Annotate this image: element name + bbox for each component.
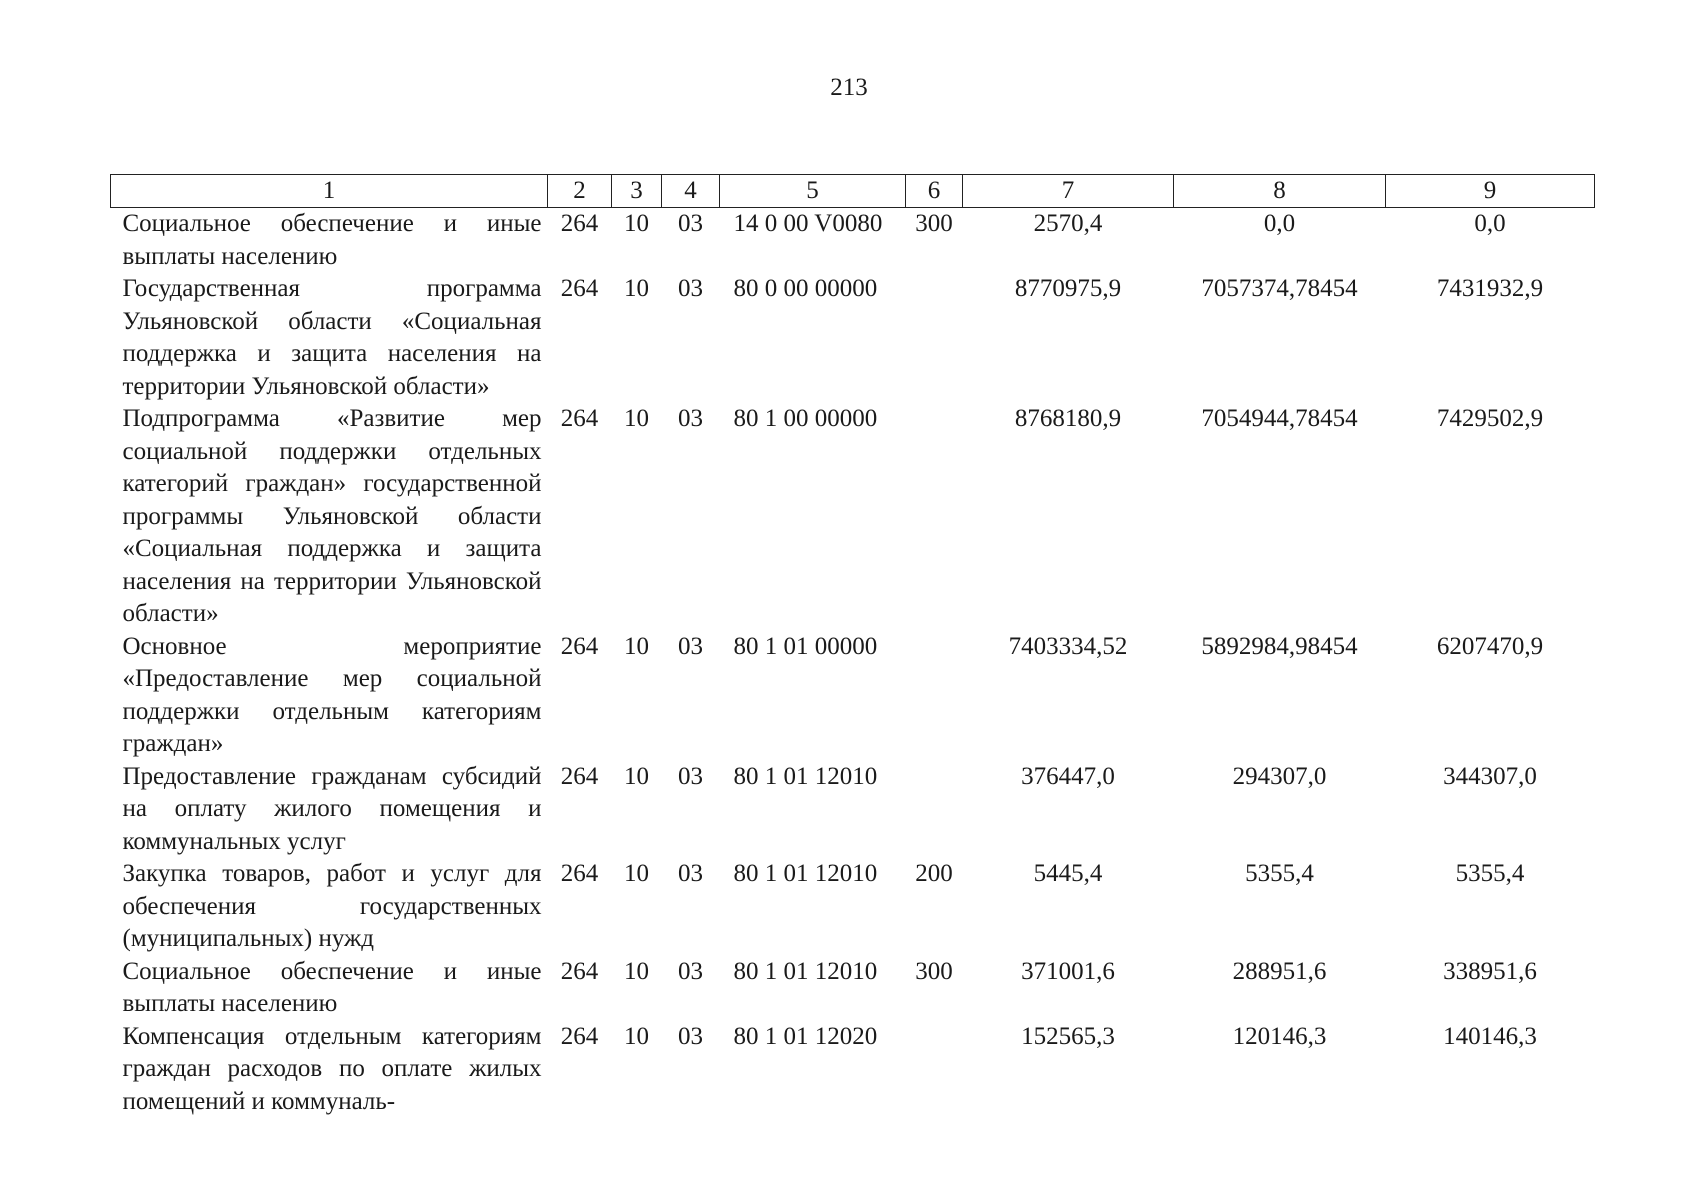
row-col-9: 6207470,9	[1436, 632, 1544, 660]
header-col-6: 6	[906, 175, 963, 208]
header-col-4: 4	[662, 175, 720, 208]
header-col-7: 7	[963, 175, 1174, 208]
row-col-7: 152565,3	[1021, 1022, 1115, 1050]
row-col-6	[906, 631, 963, 761]
table-row	[111, 631, 1595, 761]
row-col-2: 264	[560, 762, 599, 790]
header-col-1: 1	[111, 175, 548, 208]
row-col-6: 300	[915, 957, 953, 985]
row-col-9: 5355,4	[1455, 860, 1525, 887]
table-row	[111, 956, 1595, 1021]
table-row	[111, 273, 1595, 403]
row-name: Основное мероприятие «Предоставление мер социальной поддержки отдельным категориям граждан»	[122, 632, 542, 757]
row-col-6	[906, 403, 963, 631]
page-number: 213	[830, 74, 868, 101]
row-col-5: 14 0 00 V0080	[733, 210, 883, 237]
table-row	[111, 761, 1595, 859]
row-col-8: 5892984,98454	[1201, 632, 1358, 660]
table-row	[111, 858, 1595, 956]
row-name: Предоставление гражданам субсидий на оплату жилого помещения и коммунальных услуг	[122, 762, 542, 855]
row-col-8: 5355,4	[1245, 860, 1314, 887]
row-col-4: 03	[678, 1022, 703, 1050]
row-col-7: 7403334,52	[1008, 632, 1128, 660]
row-col-7: 5445,4	[1033, 860, 1103, 887]
row-col-4: 03	[678, 957, 703, 985]
row-col-2: 264	[560, 275, 599, 302]
row-name: Компенсация отдельным категориям граждан расходов по оплате жилых помещений и коммуналь-	[122, 1022, 542, 1115]
row-col-8: 294307,0	[1232, 762, 1327, 790]
row-name: Социальное обеспечение и иные выплаты населению	[122, 957, 542, 1017]
row-col-6: 200	[915, 860, 953, 887]
row-col-7: 376447,0	[1021, 762, 1115, 790]
row-col-2: 264	[560, 860, 599, 887]
row-name: Подпрограмма «Развитие мер социальной поддержки отдельных категорий граждан» государственной программы Ульяновской области «Социальная поддержка и защита населения на территории Ульяновской области»	[122, 405, 542, 627]
row-col-6	[906, 273, 963, 403]
row-col-4: 03	[678, 405, 703, 432]
row-col-3: 10	[624, 860, 649, 887]
row-col-2: 264	[560, 1022, 599, 1050]
row-col-5: 80 1 01 12010	[733, 957, 878, 985]
row-col-3: 10	[624, 632, 649, 660]
row-col-2: 264	[560, 957, 599, 985]
row-col-9: 0,0	[1474, 210, 1506, 237]
row-col-5: 80 1 01 12010	[733, 860, 878, 887]
row-col-8: 288951,6	[1232, 957, 1327, 985]
row-col-2: 264	[560, 210, 599, 237]
row-col-7: 8770975,9	[1014, 275, 1122, 302]
row-col-7: 371001,6	[1021, 957, 1115, 985]
row-col-5: 80 1 00 00000	[733, 405, 878, 432]
header-col-3: 3	[612, 175, 662, 208]
header-col-9: 9	[1386, 175, 1595, 208]
row-col-9: 7431932,9	[1436, 275, 1544, 302]
row-name: Социальное обеспечение и иные выплаты населению	[122, 210, 542, 270]
table-header	[111, 175, 1595, 208]
row-col-9: 140146,3	[1443, 1022, 1537, 1050]
row-col-8: 7057374,78454	[1201, 275, 1358, 302]
row-col-4: 03	[678, 860, 703, 887]
row-col-9: 338951,6	[1443, 957, 1537, 985]
row-col-5: 80 1 01 12020	[733, 1022, 878, 1050]
table-row	[111, 1021, 1595, 1119]
row-col-5: 80 0 00 00000	[733, 275, 878, 302]
row-col-3: 10	[624, 210, 649, 237]
row-col-8: 120146,3	[1232, 1022, 1327, 1050]
header-col-8: 8	[1174, 175, 1386, 208]
row-col-6	[906, 761, 963, 859]
header-col-5: 5	[720, 175, 906, 208]
row-col-4: 03	[678, 632, 703, 660]
row-col-2: 264	[560, 405, 599, 432]
row-col-8: 0,0	[1263, 210, 1296, 237]
row-col-3: 10	[624, 405, 649, 432]
row-col-4: 03	[678, 762, 703, 790]
row-name: Государственная программа Ульяновской области «Социальная поддержка и защита населения на территории Ульяновской области»	[122, 275, 542, 400]
table-row	[111, 208, 1595, 274]
budget-table	[110, 174, 1595, 1118]
row-col-5: 80 1 01 00000	[733, 632, 878, 660]
header-row	[111, 175, 1595, 208]
row-col-3: 10	[624, 957, 649, 985]
row-col-4: 03	[678, 210, 703, 237]
row-col-7: 8768180,9	[1014, 405, 1122, 432]
row-col-6: 300	[915, 210, 953, 237]
row-col-4: 03	[678, 275, 703, 302]
header-col-2: 2	[548, 175, 612, 208]
table-body	[111, 208, 1595, 1119]
row-col-9: 344307,0	[1443, 762, 1537, 790]
table-row	[111, 403, 1595, 631]
row-name: Закупка товаров, работ и услуг для обеспечения государственных (муниципальных) нужд	[122, 860, 542, 952]
row-col-6	[906, 1021, 963, 1119]
row-col-2: 264	[560, 632, 599, 660]
row-col-3: 10	[624, 762, 649, 790]
row-col-5: 80 1 01 12010	[733, 762, 878, 790]
row-col-3: 10	[624, 1022, 649, 1050]
row-col-7: 2570,4	[1033, 210, 1103, 237]
row-col-9: 7429502,9	[1436, 405, 1544, 432]
row-col-3: 10	[624, 275, 649, 302]
row-col-8: 7054944,78454	[1201, 405, 1358, 432]
